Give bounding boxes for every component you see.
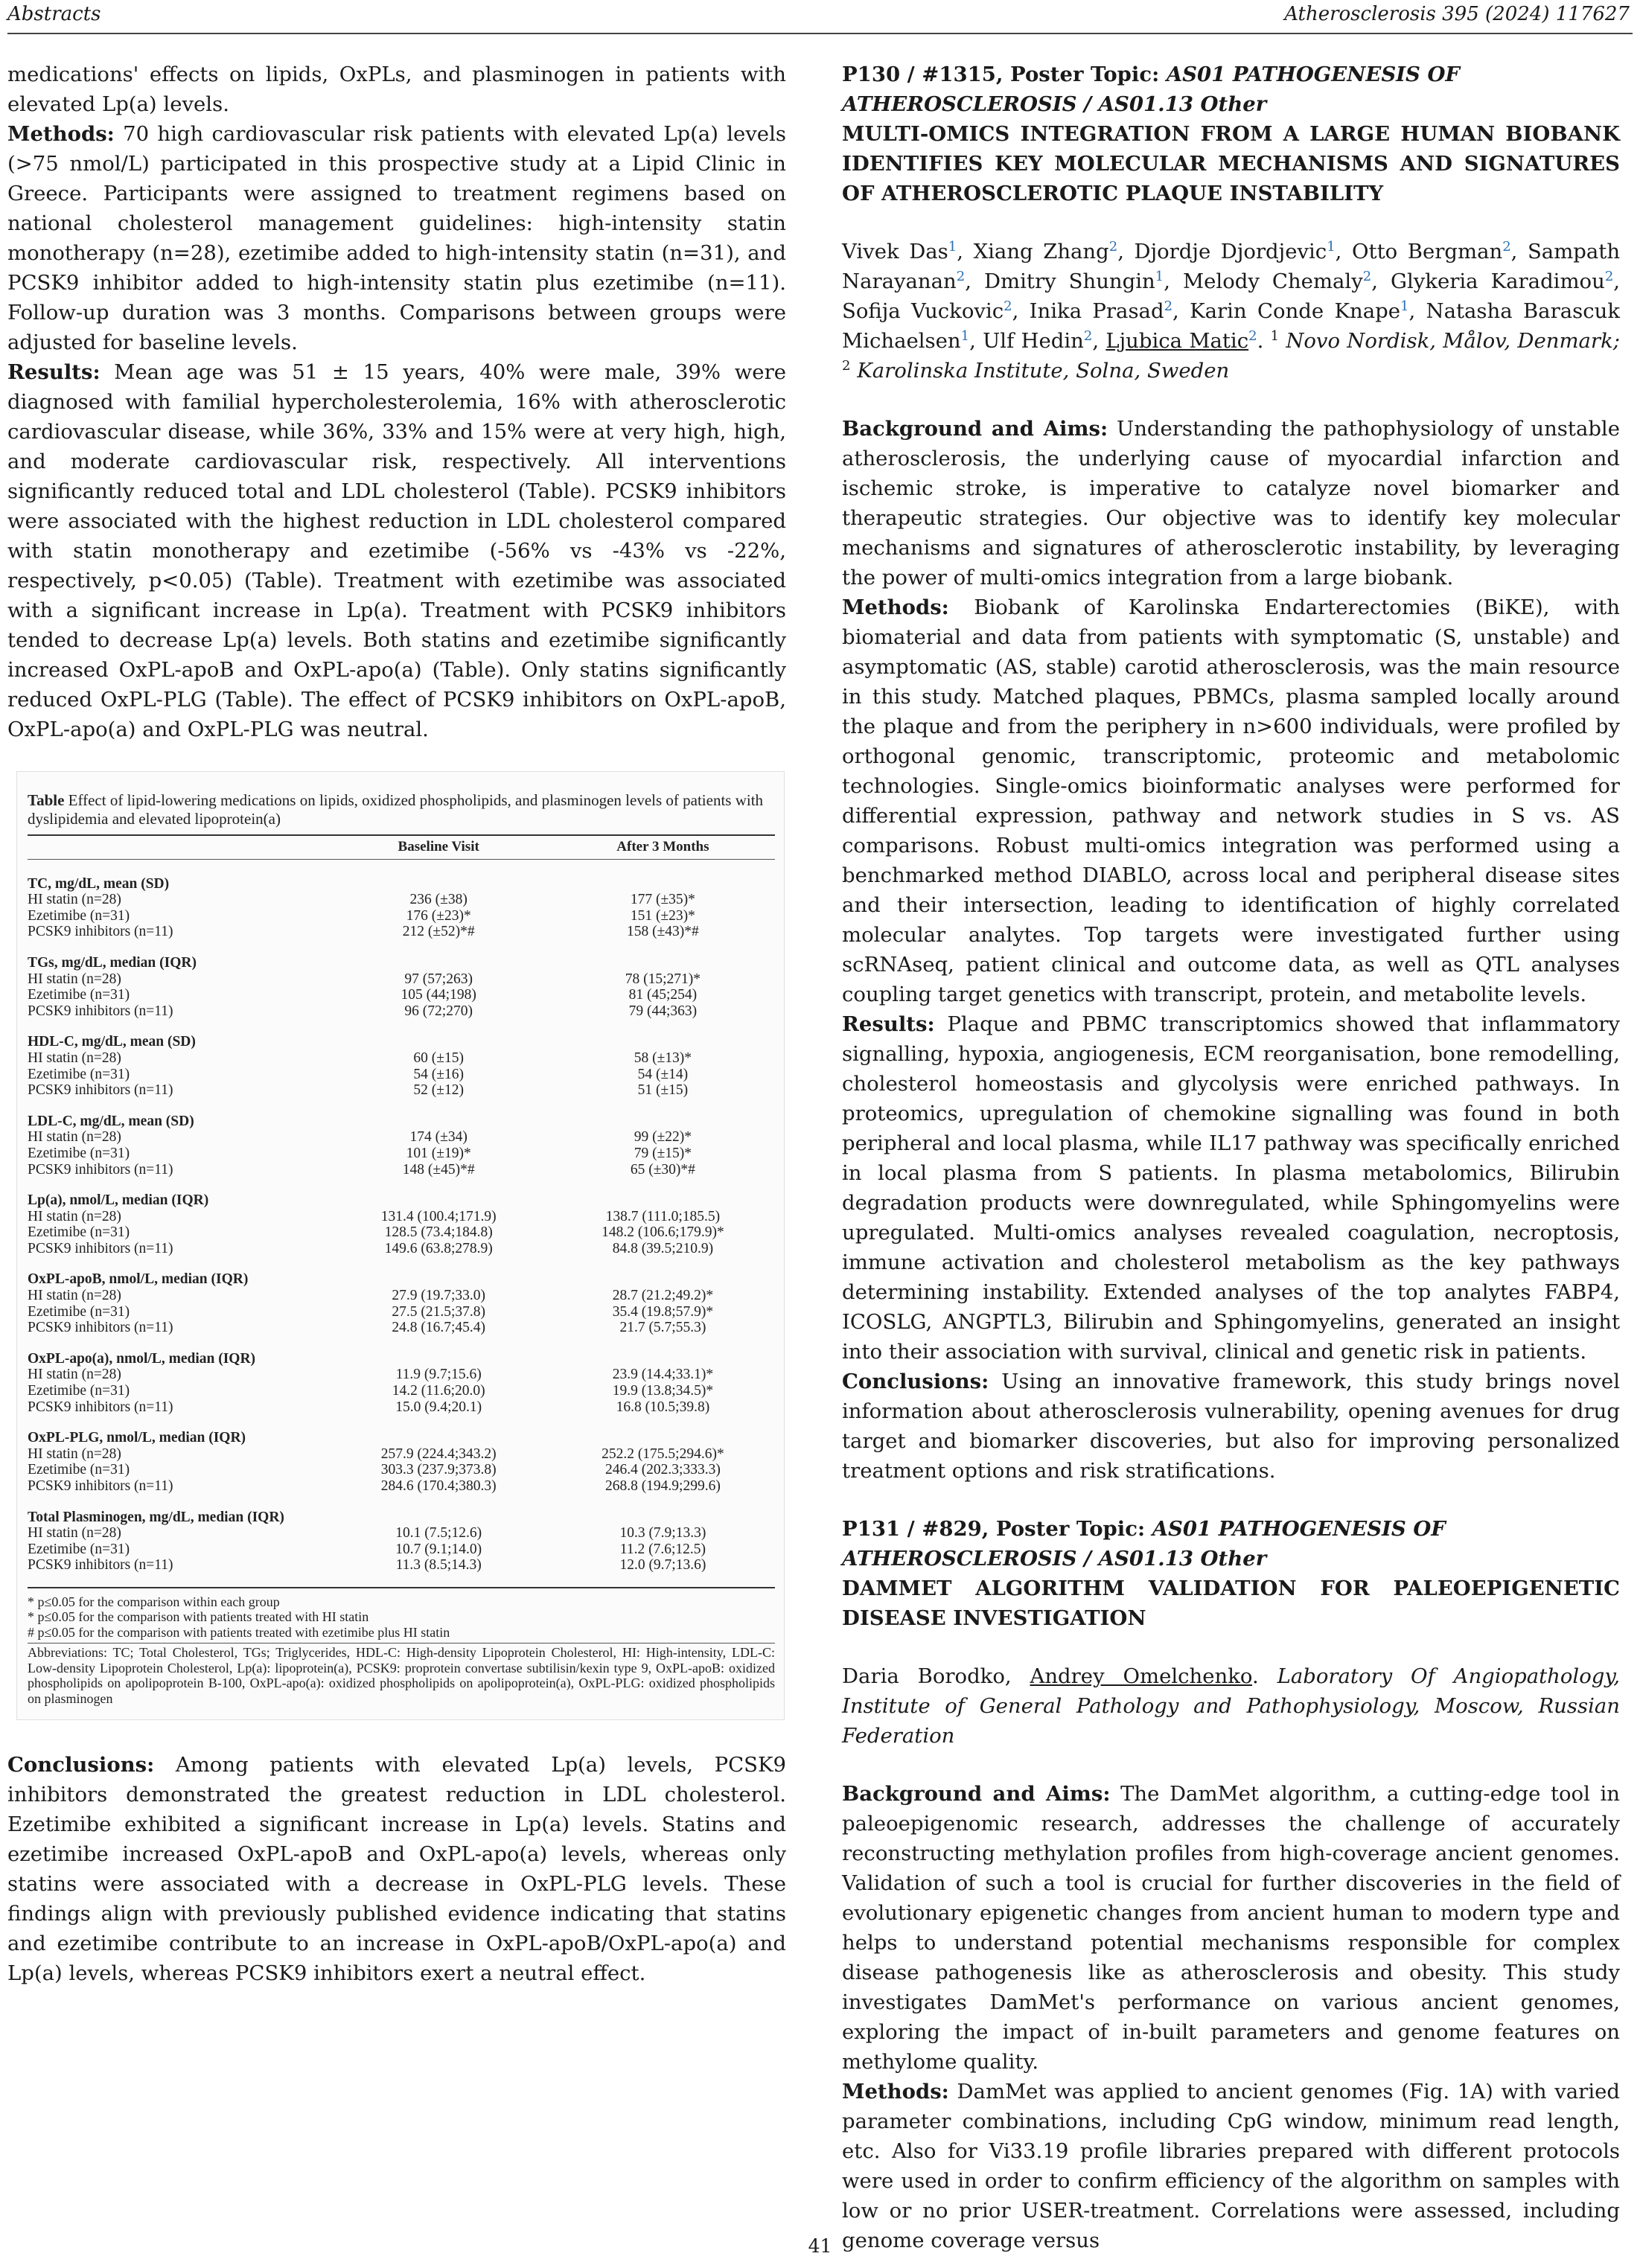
table-body: [28, 859, 775, 1574]
table-row: Ezetimibe (n=31) 54 (±16) 54 (±14): [28, 1066, 689, 1082]
header-rule: [7, 33, 1633, 34]
right-column: [842, 60, 1620, 2255]
conclusions-paragraph: [7, 1750, 786, 1988]
affiliation: Laboratory Of Angiopathology, Institute of General Pathology and Pathophysiology, Moscow, Russian Federation: [842, 1664, 1621, 1748]
abstract-intro-text: medications' effects on lipids, OxPLs, and plasminogen in patients with elevated Lp(a) levels.: [7, 63, 786, 116]
affiliation-marker: 2: [1004, 298, 1012, 314]
author-name: Inika Prasad: [1029, 299, 1164, 323]
methods-label: Methods:: [7, 122, 115, 146]
background-paragraph-p130: Background and Aims: Understanding the pathophysiology of unstable atherosclerosis, the underlying cause of myocardial infarction and ischemic stroke, is imperative to catalyze novel biomarker and therapeutic strategies. Our objective was to identify key molecular mechanisms and signatures of atherosclerotic instability, by leveraging the power of multi-omics integration from a large biobank.: [842, 417, 1621, 590]
poster-topic-p130: P130 / #1315, Poster Topic: AS01 PATHOGENESIS OF ATHEROSCLEROSIS / AS01.13 Other: [842, 63, 1460, 116]
table-row: HI statin (n=28) 11.9 (9.7;15.6) 23.9 (14.4;33.1)*: [28, 1367, 714, 1383]
affiliation-marker: 2: [1248, 328, 1257, 344]
methods-paragraph: [7, 119, 786, 357]
table-row: PCSK9 inhibitors (n=11) 15.0 (9.4;20.1) 16.8 (10.5;39.8): [28, 1399, 710, 1415]
poster-topic-p131: P131 / #829, Poster Topic: AS01 PATHOGENESIS OF ATHEROSCLEROSIS / AS01.13 Other: [842, 1517, 1446, 1571]
affiliation-marker: 2: [1502, 238, 1511, 255]
affiliation-marker: 2: [1362, 268, 1372, 284]
affiliation-marker: 1: [1327, 238, 1336, 255]
author-list-p130: Vivek Das$^1$, Xiang Zhang$^2$, Djordje Djordjevic$^1$, Otto Bergman$^2$, Sampath Narayanan$^2$, Dmitry Shungin$^1$, Melody Chemaly$^2$, Glykeria Karadimou$^2$, Sofija Vuckovic$^2$, Inika Prasad$^2$, Karin Conde Knape$^1$, Natasha Barascuk Michaelsen$^1$, Ulf Hedin$^2$, Ljubica Matic$^2$. $^1$ Novo Nordisk, Målov, Denmark; $^2$ Karolinska Institute, Solna, Sweden: [842, 238, 1621, 383]
affiliation: Novo Nordisk, Målov, Denmark;: [1286, 329, 1620, 353]
table-row: PCSK9 inhibitors (n=11) 24.8 (16.7;45.4) 21.7 (5.7;55.3): [28, 1320, 706, 1336]
author-name: Sofija Vuckovic: [842, 299, 1004, 323]
author-name: Otto Bergman: [1351, 240, 1503, 263]
footnote: * p≤0.05 for the comparison within each group: [28, 1594, 280, 1609]
table-group-header: OxPL-apo(a), nmol/L, median (IQR): [28, 1350, 256, 1367]
table-row: HI statin (n=28) 27.9 (19.7;33.0) 28.7 (21.2;49.2)*: [28, 1288, 714, 1304]
page-number: 41: [808, 2235, 832, 2257]
table-row: PCSK9 inhibitors (n=11) 284.6 (170.4;380.3) 268.8 (194.9;299.6): [28, 1478, 721, 1494]
column-header-after: After 3 Months: [551, 836, 775, 859]
table-caption: Table Effect of lipid-lowering medications on lipids, oxidized phospholipids, and plasminogen levels of patients with dyslipidemia and elevated lipoprotein(a): [28, 791, 764, 828]
table-row: Ezetimibe (n=31) 14.2 (11.6;20.0) 19.9 (13.8;34.5)*: [28, 1383, 714, 1399]
footnote: * p≤0.05 for the comparison with patients treated with HI statin: [28, 1609, 369, 1625]
presenting-author: Ljubica Matic: [1105, 329, 1249, 353]
author-name: Sampath Narayanan: [842, 240, 1621, 293]
table-row: HI statin (n=28) 97 (57;263) 78 (15;271)*: [28, 971, 701, 987]
author-name: Djordje Djordjevic: [1134, 240, 1327, 263]
table-row: PCSK9 inhibitors (n=11) 149.6 (63.8;278.9) 84.8 (39.5;210.9): [28, 1240, 714, 1256]
table-group-header: OxPL-PLG, nmol/L, median (IQR): [28, 1430, 246, 1446]
table-group-header: LDL-C, mg/dL, mean (SD): [28, 1113, 194, 1129]
methods-paragraph-p130: Methods: Biobank of Karolinska Endarterectomies (BiKE), with biomaterial and data from patients with symptomatic (S, unstable) and asymptomatic (AS, stable) carotid atherosclerosis, was the main resource in this study. Matched plaques, PBMCs, plasma sampled locally around the plaque and from the periphery in n>600 individuals, were profiled by orthogonal genomic, transcriptomic, proteomic and metabolomic technologies. Single-omics bioinformatic analyses were performed for differential expression, pathway and network studies in S vs. AS comparisons. Robust multi-omics integration was performed using a benchmarked method DIABLO, across local and peripheral disease sites and their intersection, leading to identification of highly correlated molecular analytes. Top targets were investigated further using scRNAseq, patient clinical and outcome data, as well as QTL analyses coupling target genetics with transcript, protein, and metabolite levels.: [842, 595, 1620, 1006]
table-row: HI statin (n=28) 131.4 (100.4;171.9) 138.7 (111.0;185.5): [28, 1208, 721, 1224]
table-row: Ezetimibe (n=31) 27.5 (21.5;37.8) 35.4 (19.8;57.9)*: [28, 1303, 714, 1320]
table-row: PCSK9 inhibitors (n=11) 52 (±12) 51 (±15): [28, 1082, 689, 1099]
table-group-header: Lp(a), nmol/L, median (IQR): [28, 1192, 209, 1209]
affiliation-marker: 2: [1083, 328, 1093, 344]
author-name: Ulf Hedin: [983, 329, 1084, 353]
affiliation-marker: 2: [1164, 298, 1173, 314]
abstract-title-p130: MULTI-OMICS INTEGRATION FROM A LARGE HUMAN BIOBANK IDENTIFIES KEY MOLECULAR MECHANISMS AND SIGNATURES OF ATHEROSCLEROTIC PLAQUE INSTABILITY: [842, 122, 1620, 205]
table-row: PCSK9 inhibitors (n=11) 96 (72;270) 79 (44;363): [28, 1003, 698, 1019]
footnote: # p≤0.05 for the comparison with patients treated with ezetimibe plus HI statin: [28, 1624, 450, 1640]
table-row: Ezetimibe (n=31) 303.3 (237.9;373.8) 246.4 (202.3;333.3): [28, 1462, 721, 1478]
table-group-header: TGs, mg/dL, median (IQR): [28, 954, 197, 971]
data-table: [28, 836, 775, 1574]
results-paragraph-p130: Results: Plaque and PBMC transcriptomics showed that inflammatory signalling, hypoxia, angiogenesis, ECM reorganisation, bone remodelling, cholesterol homeostasis and glycolysis were enriched pathways. In proteomics, upregulation of chemokine signalling was found in both peripheral and local plasma, while IL17 pathway was specifically enriched in local plasma from S patients. In plasma metabolomics, Bilirubin degradation products were downregulated, while Sphingomyelins were upregulated. Multi-omics analyses revealed coagulation, necroptosis, immune activation and cholesterol metabolism as the key pathways determining instability. Extended analyses of the top analytes FABP4, ICOSLG, ANGPTL3, Bilirubin and Sphingomyelins, generated an insight into their association with survival, clinical and genetic risk in patients.: [842, 1012, 1620, 1364]
author-name: Dmitry Shungin: [983, 269, 1155, 293]
table-footnotes: [28, 1594, 775, 1641]
abstract-title-p131: DAMMET ALGORITHM VALIDATION FOR PALEOEPIGENETIC DISEASE INVESTIGATION: [842, 1577, 1620, 1630]
methods-paragraph-p131: Methods: DamMet was applied to ancient genomes (Fig. 1A) with varied parameter combinations, including CpG window, minimum read length, etc. Also for Vi33.19 profile libraries prepared with different protocols were used in order to confirm efficiency of the algorithm on samples with low or no prior USER-treatment. Correlations were assessed, including genome coverage versus: [842, 2080, 1620, 2252]
affiliation-marker: 2: [1604, 268, 1614, 284]
table-row: Ezetimibe (n=31) 176 (±23)* 151 (±23)*: [28, 907, 695, 924]
author-name: Glykeria Karadimou: [1391, 269, 1605, 293]
author-name: Natasha Barascuk Michaelsen: [842, 299, 1621, 353]
conclusions-label: Conclusions:: [7, 1753, 155, 1777]
results-table-figure: [16, 771, 785, 1720]
methods-text: 70 high cardiovascular risk patients with elevated Lp(a) levels (>75 nmol/L) participated in this prospective study at a Lipid Clinic in Greece. Participants were assigned to treatment regimens based on national cholesterol management guidelines: high-intensity statin monotherapy (n=28), ezetimibe added to high-intensity statin (n=31), and PCSK9 inhibitor added to high-intensity statin plus ezetimibe (n=11). Follow-up duration was 3 months. Comparisons between groups were adjusted for baseline levels.: [7, 122, 786, 354]
author-name: Karin Conde Knape: [1190, 299, 1401, 323]
results-label: Results:: [7, 360, 100, 384]
conclusions-paragraph-p130: Conclusions: Using an innovative framework, this study brings novel information about atherosclerosis vulnerability, opening avenues for drug target and biomarker discoveries, but also for improving personalized treatment options and risk stratifications.: [842, 1370, 1620, 1483]
table-row: HI statin (n=28) 174 (±34) 99 (±22)*: [28, 1129, 692, 1146]
affiliation-marker: 2: [1108, 238, 1118, 255]
table-group-header: HDL-C, mg/dL, mean (SD): [28, 1034, 196, 1050]
table-row: PCSK9 inhibitors (n=11) 148 (±45)*# 65 (±30)*#: [28, 1161, 695, 1178]
author-name: Melody Chemaly: [1182, 269, 1363, 293]
affiliation-marker: 1: [1155, 268, 1164, 284]
table-row: Ezetimibe (n=31) 10.7 (9.1;14.0) 11.2 (7.6;12.5): [28, 1541, 706, 1557]
author-list-p131: Daria Borodko, Andrey Omelchenko. Laboratory Of Angiopathology, Institute of General Pathology and Pathophysiology, Moscow, Russian Federation: [842, 1664, 1621, 1748]
presenting-author: Andrey Omelchenko: [1030, 1664, 1252, 1688]
column-header-baseline: Baseline Visit: [327, 836, 551, 859]
table-abbreviations: Abbreviations: TC; Total Cholesterol, TGs; Triglycerides, HDL-C: High-density Lipoprotein Cholesterol, HI: High-intensity, LDL-C: Low-density Lipoprotein Cholesterol, Lp(a): lipoprotein(a), PCSK9: proprotein convertase subtilisin/kexin type 9, OxPL-apoB: oxidized phospholipids on apolipoprotein B-100, OxPL-apo(a): oxidized phospholipids on apolipoprotein(a), OxPL-PLG: oxidized phospholipids on plasminogen: [28, 1643, 775, 1706]
table-row: PCSK9 inhibitors (n=11) 212 (±52)*# 158 (±43)*#: [28, 924, 699, 940]
table-row: Ezetimibe (n=31) 101 (±19)* 79 (±15)*: [28, 1145, 692, 1161]
table-row: Ezetimibe (n=31) 105 (44;198) 81 (45;254): [28, 987, 698, 1003]
journal-citation: Atherosclerosis 395 (2024) 117627: [1284, 3, 1630, 25]
table-group-header: TC, mg/dL, mean (SD): [28, 875, 170, 892]
table-row: PCSK9 inhibitors (n=11) 11.3 (8.5;14.3) 12.0 (9.7;13.6): [28, 1557, 706, 1574]
table-row: HI statin (n=28) 10.1 (7.5;12.6) 10.3 (7.9;13.3): [28, 1525, 706, 1542]
table-row: Ezetimibe (n=31) 128.5 (73.4;184.8) 148.2 (106.6;179.9)*: [28, 1224, 724, 1241]
table-row: HI statin (n=28) 60 (±15) 58 (±13)*: [28, 1050, 692, 1066]
table-row: HI statin (n=28) 236 (±38) 177 (±35)*: [28, 892, 695, 908]
background-paragraph-p131: Background and Aims: The DamMet algorithm, a cutting-edge tool in paleoepigenomic research, addresses the challenge of accurately reconstructing methylation profiles from high-coverage ancient genomes. Validation of such a tool is crucial for further discoveries in the field of evolutionary epigenetic changes from ancient human to modern type and helps to understand potential mechanisms responsible for complex disease pathogenesis like as atherosclerosis and obesity. This study investigates DamMet's performance on various ancient genomes, exploring the impact of in-built parameters and genome features on methylome quality.: [842, 1782, 1620, 2074]
results-text: Mean age was 51 ± 15 years, 40% were male, 39% were diagnosed with familial hypercholesterolemia, 16% with atherosclerotic cardiovascular disease, while 36%, 33% and 15% were at very high, high, and moderate cardiovascular risk, respectively. All interventions significantly reduced total and LDL cholesterol (Table). PCSK9 inhibitors were associated with the highest reduction in LDL cholesterol compared with statin monotherapy and ezetimibe (-56% vs -43% vs -22%, respectively, p<0.05) (Table). Treatment with ezetimibe was associated with a significant increase in Lp(a). Treatment with PCSK9 inhibitors tended to decrease Lp(a) levels. Both statins and ezetimibe significantly increased OxPL-apoB and OxPL-apo(a) (Table). Only statins significantly reduced OxPL-PLG (Table). The effect of PCSK9 inhibitors on OxPL-apoB, OxPL-apo(a) and OxPL-PLG was neutral.: [7, 360, 786, 741]
table-row: HI statin (n=28) 257.9 (224.4;343.2) 252.2 (175.5;294.6)*: [28, 1446, 724, 1462]
table-group-header: OxPL-apoB, nmol/L, median (IQR): [28, 1271, 249, 1288]
affiliation-marker: 1: [948, 238, 957, 255]
author-name: Vivek Das: [842, 240, 948, 263]
affiliation-marker: 1: [960, 328, 970, 344]
author-name: Xiang Zhang: [973, 240, 1109, 263]
results-paragraph: [7, 357, 786, 744]
affiliation-marker: 2: [956, 268, 966, 284]
table-group-header: Total Plasminogen, mg/dL, median (IQR): [28, 1509, 284, 1525]
affiliation-marker: 1: [1400, 298, 1409, 314]
affiliation: Karolinska Institute, Solna, Sweden: [857, 359, 1230, 383]
conclusions-text: Among patients with elevated Lp(a) levels, PCSK9 inhibitors demonstrated the greatest reduction in LDL cholesterol. Ezetimibe exhibited a significant increase in Lp(a) levels. Statins and ezetimibe increased OxPL-apoB and OxPL-apo(a) levels, whereas only statins were associated with a decrease in OxPL-PLG levels. These findings align with previously published evidence indicating that statins and ezetimibe contribute to an increase in OxPL-apoB/OxPL-apo(a) and Lp(a) levels, whereas PCSK9 inhibitors exert a neutral effect.: [7, 1753, 786, 1986]
left-column: [7, 60, 786, 1988]
journal-section-label: Abstracts: [7, 3, 101, 25]
table-bottom-rule: [28, 1587, 775, 1588]
